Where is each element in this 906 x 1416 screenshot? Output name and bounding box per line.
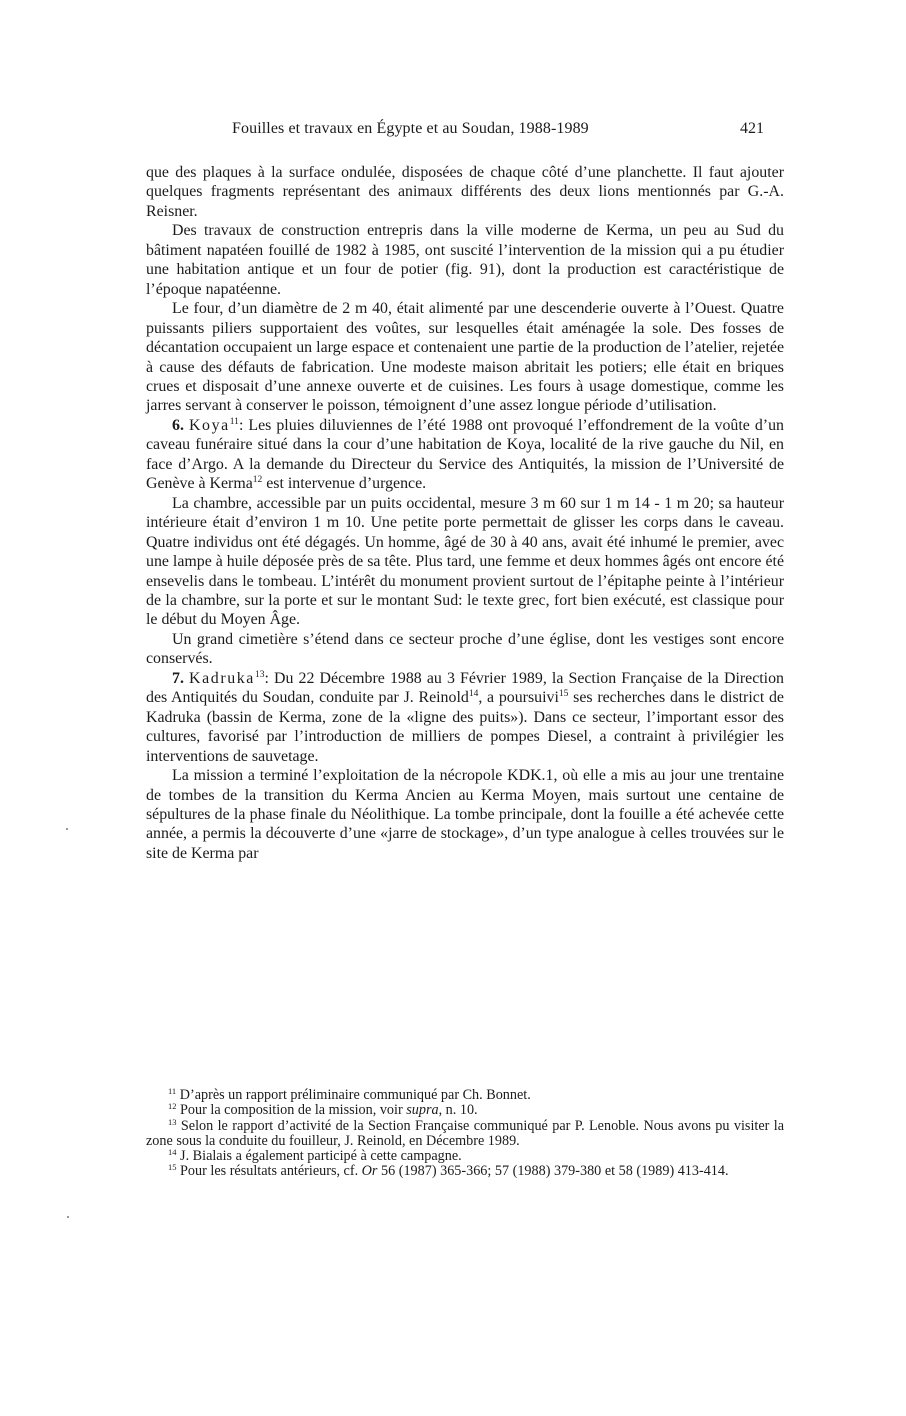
footnote-ref: 14 — [468, 689, 479, 700]
section-number: 6. — [172, 416, 184, 434]
footnote-text: J. Bialais a également participé à cette campagne. — [176, 1148, 462, 1165]
footnote — [146, 1116, 784, 1150]
paragraph: Un grand cimetière s’étend dans ce secteur proche d’une église, dont les vestiges sont encore conservés. — [146, 630, 784, 668]
body-text — [146, 163, 784, 863]
paragraph-text: , a poursuivi — [478, 689, 559, 707]
footnote-text: Pour la composition de la mission, voir — [176, 1102, 407, 1119]
footnote — [146, 1088, 784, 1103]
site-name: Koya — [188, 416, 230, 434]
scan-speck — [66, 828, 68, 830]
footnote-number: 13 — [168, 1116, 177, 1127]
scan-speck — [67, 1216, 69, 1218]
footnote-ref: 11 — [229, 416, 239, 427]
footnote-ref: 15 — [558, 689, 569, 700]
paragraph-kadruka — [146, 669, 784, 766]
footnote-number: 11 — [168, 1086, 177, 1096]
footnote-number: 12 — [168, 1101, 177, 1112]
footnote-ref: 13 — [254, 669, 265, 680]
footnote-ref: 12 — [252, 475, 263, 486]
paragraph: La chambre, accessible par un puits occidental, mesure 3 m 60 sur 1 m 14 - 1 m 20; sa hauteur intérieure était d’environ 1 m 10. Une petite porte permettait de glisser les corps dans le caveau. Quatre individus ont été dégagés. Un homme, âgé de 30 à 40 ans, avait été inhumé le premier, avec une lampe à huile déposée près de sa tête. Plus tard, une femme et deux hommes âgés ont encore été ensevelis dans le tombeau. L’intérêt du monument provient surtout de l’épitaphe peinte à l’intérieur de la chambre, sur la porte et sur le montant Sud: le texte grec, fort bien exécuté, est classique pour le début du Moyen Âge. — [146, 494, 784, 629]
paragraph: Le four, d’un diamètre de 2 m 40, était alimenté par une descenderie ouverte à l’Ouest. Quatre puissants piliers supportaient des voûtes, sur lesquelles était aménagée la sole. Des fosses de décantation occupaient un large espace et contenaient une partie de la production de l’atelier, rejetée à cause des défauts de fabrication. Une modeste maison abritait les potiers; elle était en briques crues et disposait d’une annexe ouverte et de cuisines. Les fours à usage domestique, comme les jarres servant à conserver le poisson, témoignent d’une assez longue période d’utilisation. — [146, 300, 784, 415]
footnote-text: , n. 10. — [438, 1102, 478, 1119]
page-number: 421 — [740, 120, 764, 137]
paragraph-text: ses recherches dans le district de Kadruka (bassin de Kerma, zone de la «ligne des puits»). Dans ce secteur, l’important essor des cultures, favorisé par l’introduction de milliers de pompes Diesel, a contraint à privilégier les interventions de sauvetage. — [146, 689, 784, 765]
site-name: Kadruka — [189, 669, 255, 687]
footnote-number: 15 — [168, 1162, 177, 1173]
footnote-number: 14 — [168, 1147, 177, 1158]
footnote — [146, 1164, 784, 1179]
section-number: 7. — [172, 669, 184, 687]
paragraph: Des travaux de construction entrepris dans la ville moderne de Kerma, un peu au Sud du bâtiment napatéen fouillé de 1982 à 1985, ont suscité l’intervention de la mission qui a pu étudier une habitation antique et un four de potier (fig. 91), dont la production est caractéristique de l’époque napatéenne. — [146, 222, 784, 298]
paragraph-koya — [146, 416, 784, 494]
paragraph: que des plaques à la surface ondulée, disposées de chaque côté d’une planchette. Il faut ajouter quelques fragments représentant des animaux différents des deux lions mentionnés par G.-A. Reisner. — [146, 164, 784, 220]
footnote-italic: Or — [361, 1163, 378, 1180]
running-title: Fouilles et travaux en Égypte et au Soudan, 1988-1989 — [232, 120, 589, 137]
paragraph-text: : Du 22 Décembre 1988 au 3 Février 1989, la Section Française de la Direction des Antiquités du Soudan, conduite par J. Reinold — [146, 669, 784, 707]
paragraph-text: est intervenue d’urgence. — [262, 475, 427, 493]
footnote-text: D’après un rapport préliminaire communiqué par Ch. Bonnet. — [176, 1087, 531, 1103]
footnote-text: 56 (1987) 365-366; 57 (1988) 379-380 et 58 (1989) 413-414. — [377, 1163, 729, 1180]
footnote-text: Pour les résultats antérieurs, cf. — [176, 1163, 362, 1180]
paragraph-text: : Les pluies diluviennes de l’été 1988 ont provoqué l’effondrement de la voûte d’un caveau funéraire situé dans la cour d’une habitation de Koya, localité de la rive gauche du Nil, en face d’Argo. A la demande du Directeur du Service des Antiquités, la mission de l’Université de Genève à Kerma — [146, 416, 784, 493]
footnotes — [146, 1088, 784, 1180]
running-head — [0, 120, 906, 142]
footnote-text: Selon le rapport d’activité de la Section Française communiqué par P. Lenoble. Nous avons pu visiter la zone sous la conduite du fouilleur, J. Reinold, en Décembre 1989. — [146, 1117, 784, 1149]
footnote-italic: supra — [406, 1102, 439, 1119]
paragraph: La mission a terminé l’exploitation de la nécropole KDK.1, où elle a mis au jour une trentaine de tombes de la transition du Kerma Ancien au Kerma Moyen, mais surtout une centaine de sépultures de la phase finale du Néolithique. La tombe principale, dont la fouille a été achevée cette année, a permis la découverte d’une «jarre de stockage», d’un type analogue à celles trouvées sur le site de Kerma par — [146, 767, 784, 862]
footnote — [146, 1103, 784, 1118]
